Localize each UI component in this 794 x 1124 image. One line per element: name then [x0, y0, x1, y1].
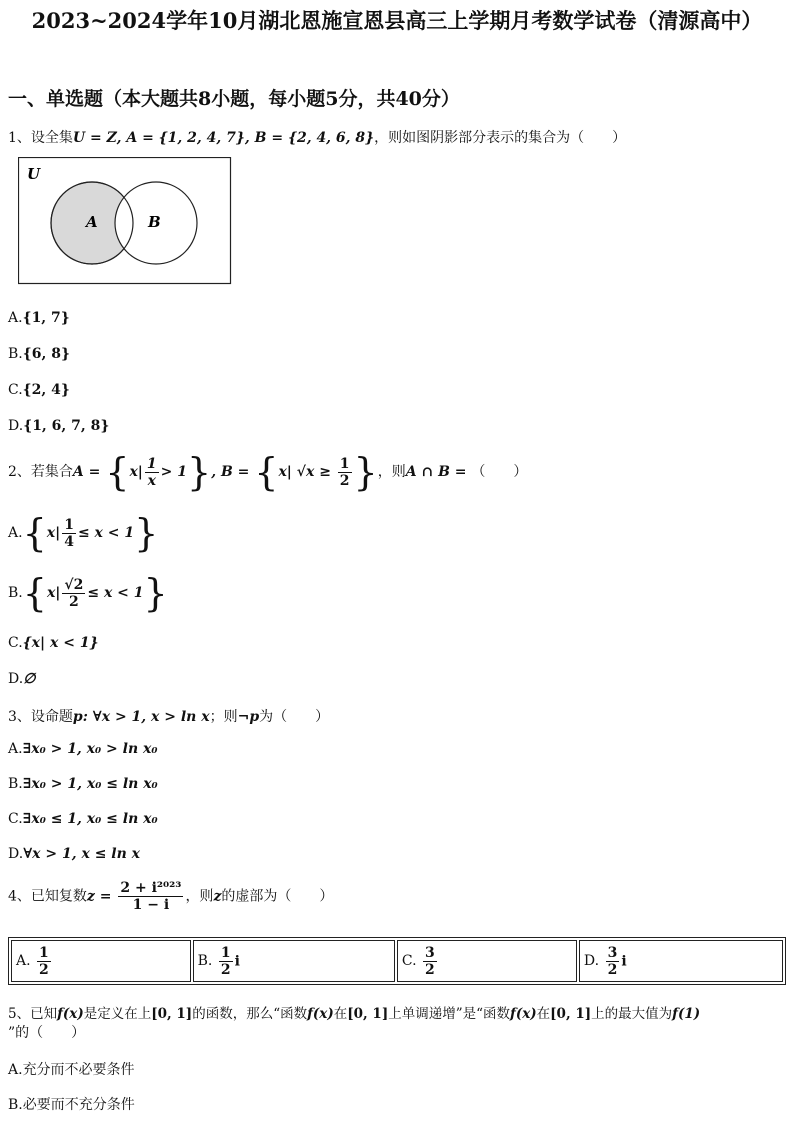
question-1-prefix: 1、设全集: [8, 130, 73, 146]
question-1: [8, 127, 626, 147]
q1-option-c[interactable]: C.{2, 4}: [8, 382, 70, 398]
question-1-suffix: ，则如图阴影部分表示的集合为（ ）: [374, 130, 627, 146]
venn-diagram: [18, 157, 232, 285]
question-2: 2、若集合A = {x| $\frac{1}{x}$ > 1}, B = {x| √x ≥ $\frac{1}{2}$ }，则A ∩ B = （ ）: [8, 450, 528, 494]
q4-option-b[interactable]: B. $\frac{1}{2}$ i: [193, 940, 395, 982]
q4-option-a[interactable]: A. $\frac{1}{2}$: [11, 940, 191, 982]
section-heading: 一、单选题（本大题共8小题，每小题5分，共40分）: [8, 88, 460, 110]
question-4: 4、已知复数z = $\frac{\text{2 + i²⁰²³}}{1 - i}$ ，则z的虚部为（ ）: [8, 880, 334, 913]
q3-option-d[interactable]: D.∀x > 1, x ≤ ln x: [8, 846, 141, 862]
question-5: 5、已知f(x)是定义在上[0, 1]的函数，那么“函数f(x)在[0, 1]上单调递增”是“函数f(x)在[0, 1]上的最大值为f(1): [8, 1006, 701, 1022]
q5-option-b[interactable]: B.必要而不充分条件: [8, 1097, 135, 1113]
question-3: 3、设命题p: ∀x > 1, x > ln x；则¬p为（ ）: [8, 709, 330, 725]
q1-option-b[interactable]: B.{6, 8}: [8, 346, 70, 362]
q4-options-table: [8, 937, 786, 985]
q3-option-b[interactable]: B.∃x₀ > 1, x₀ ≤ ln x₀: [8, 776, 158, 792]
q1-option-a[interactable]: A.{1, 7}: [8, 310, 70, 326]
venn-label-a: A: [86, 213, 98, 231]
q5-option-a[interactable]: A.充分而不必要条件: [8, 1062, 135, 1078]
q4-option-c[interactable]: C. $\frac{3}{2}$: [397, 940, 577, 982]
q3-option-a[interactable]: A.∃x₀ > 1, x₀ > ln x₀: [8, 741, 158, 757]
venn-label-b: B: [148, 213, 161, 231]
question-5-line2: ”的（ ）: [8, 1025, 86, 1041]
q4-option-d[interactable]: D. $\frac{3}{2}$ i: [579, 940, 783, 982]
q3-option-c[interactable]: C.∃x₀ ≤ 1, x₀ ≤ ln x₀: [8, 811, 158, 827]
q2-option-b[interactable]: B.{x| $\frac{√2}{2}$ ≤ x < 1}: [8, 571, 168, 615]
q2-option-a[interactable]: A.{x| $\frac{1}{4}$ ≤ x < 1}: [8, 511, 159, 555]
question-1-math: U = Z, A = {1, 2, 4, 7}, B = {2, 4, 6, 8}: [72, 130, 375, 146]
page-title: 2023~2024学年10月湖北恩施宣恩县高三上学期月考数学试卷（清源高中）: [31, 8, 763, 33]
q2-option-c[interactable]: C.{x| x < 1}: [8, 635, 99, 651]
q2-option-d[interactable]: D.∅: [8, 671, 36, 687]
q1-option-d[interactable]: D.{1, 6, 7, 8}: [8, 418, 110, 434]
venn-label-u: U: [27, 165, 41, 183]
